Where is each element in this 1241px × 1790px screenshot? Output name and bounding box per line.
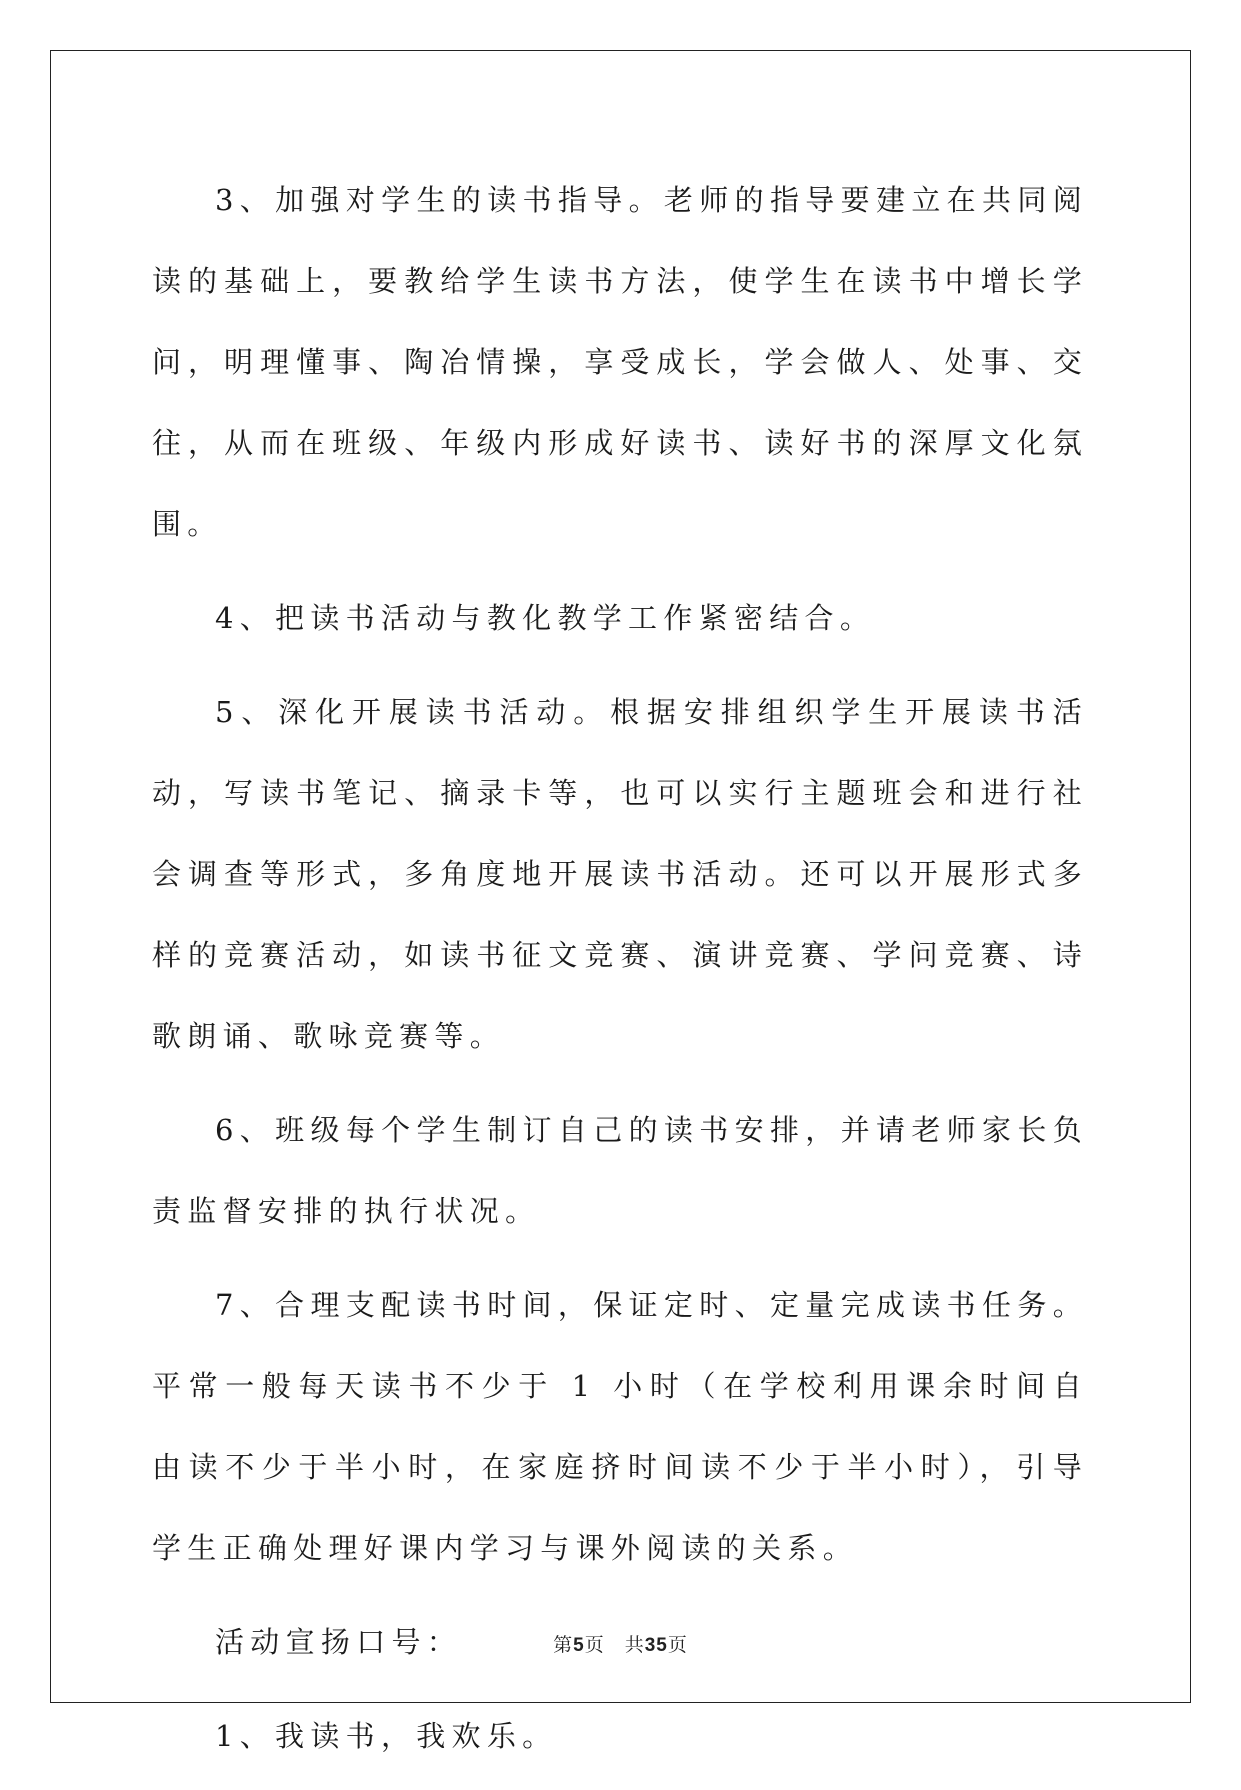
paragraph: 7、合理支配读书时间，保证定时、定量完成读书任务。平常一般每天读书不少于 1 小时（在学校利用课余时间自由读不少于半小时，在家庭挤时间读不少于半小时），引导学生正确处理好课内学习与课外阅读的关系。 bbox=[152, 1288, 1088, 1565]
document-body bbox=[152, 160, 1088, 1790]
page-prefix: 第 bbox=[553, 1634, 574, 1656]
total-page-count: 35 bbox=[644, 1635, 668, 1656]
page-suffix: 页 bbox=[584, 1634, 605, 1656]
page-footer bbox=[0, 1630, 1241, 1657]
total-prefix: 共 bbox=[624, 1634, 645, 1656]
paragraph: 6、班级每个学生制订自己的读书安排，并请老师家长负责监督安排的执行状况。 bbox=[152, 1113, 1088, 1228]
current-page-number: 5 bbox=[573, 1635, 585, 1656]
paragraph: 1、我读书，我欢乐。 bbox=[215, 1719, 558, 1753]
paragraph: 5、深化开展读书活动。根据安排组织学生开展读书活动，写读书笔记、摘录卡等，也可以实行主题班会和进行社会调查等形式，多角度地开展读书活动。还可以开展形式多样的竞赛活动，如读书征文竞赛、演讲竞赛、学问竞赛、诗歌朗诵、歌咏竞赛等。 bbox=[152, 695, 1088, 1053]
paragraph: 活动宣扬口号： bbox=[215, 1625, 463, 1659]
paragraph: 3、加强对学生的读书指导。老师的指导要建立在共同阅读的基础上，要教给学生读书方法，使学生在读书中增长学问，明理懂事、陶冶情操，享受成长，学会做人、处事、交往，从而在班级、年级内形成好读书、读好书的深厚文化氛围。 bbox=[152, 183, 1088, 541]
total-suffix: 页 bbox=[667, 1634, 688, 1656]
paragraph: 4、把读书活动与教化教学工作紧密结合。 bbox=[215, 601, 876, 635]
